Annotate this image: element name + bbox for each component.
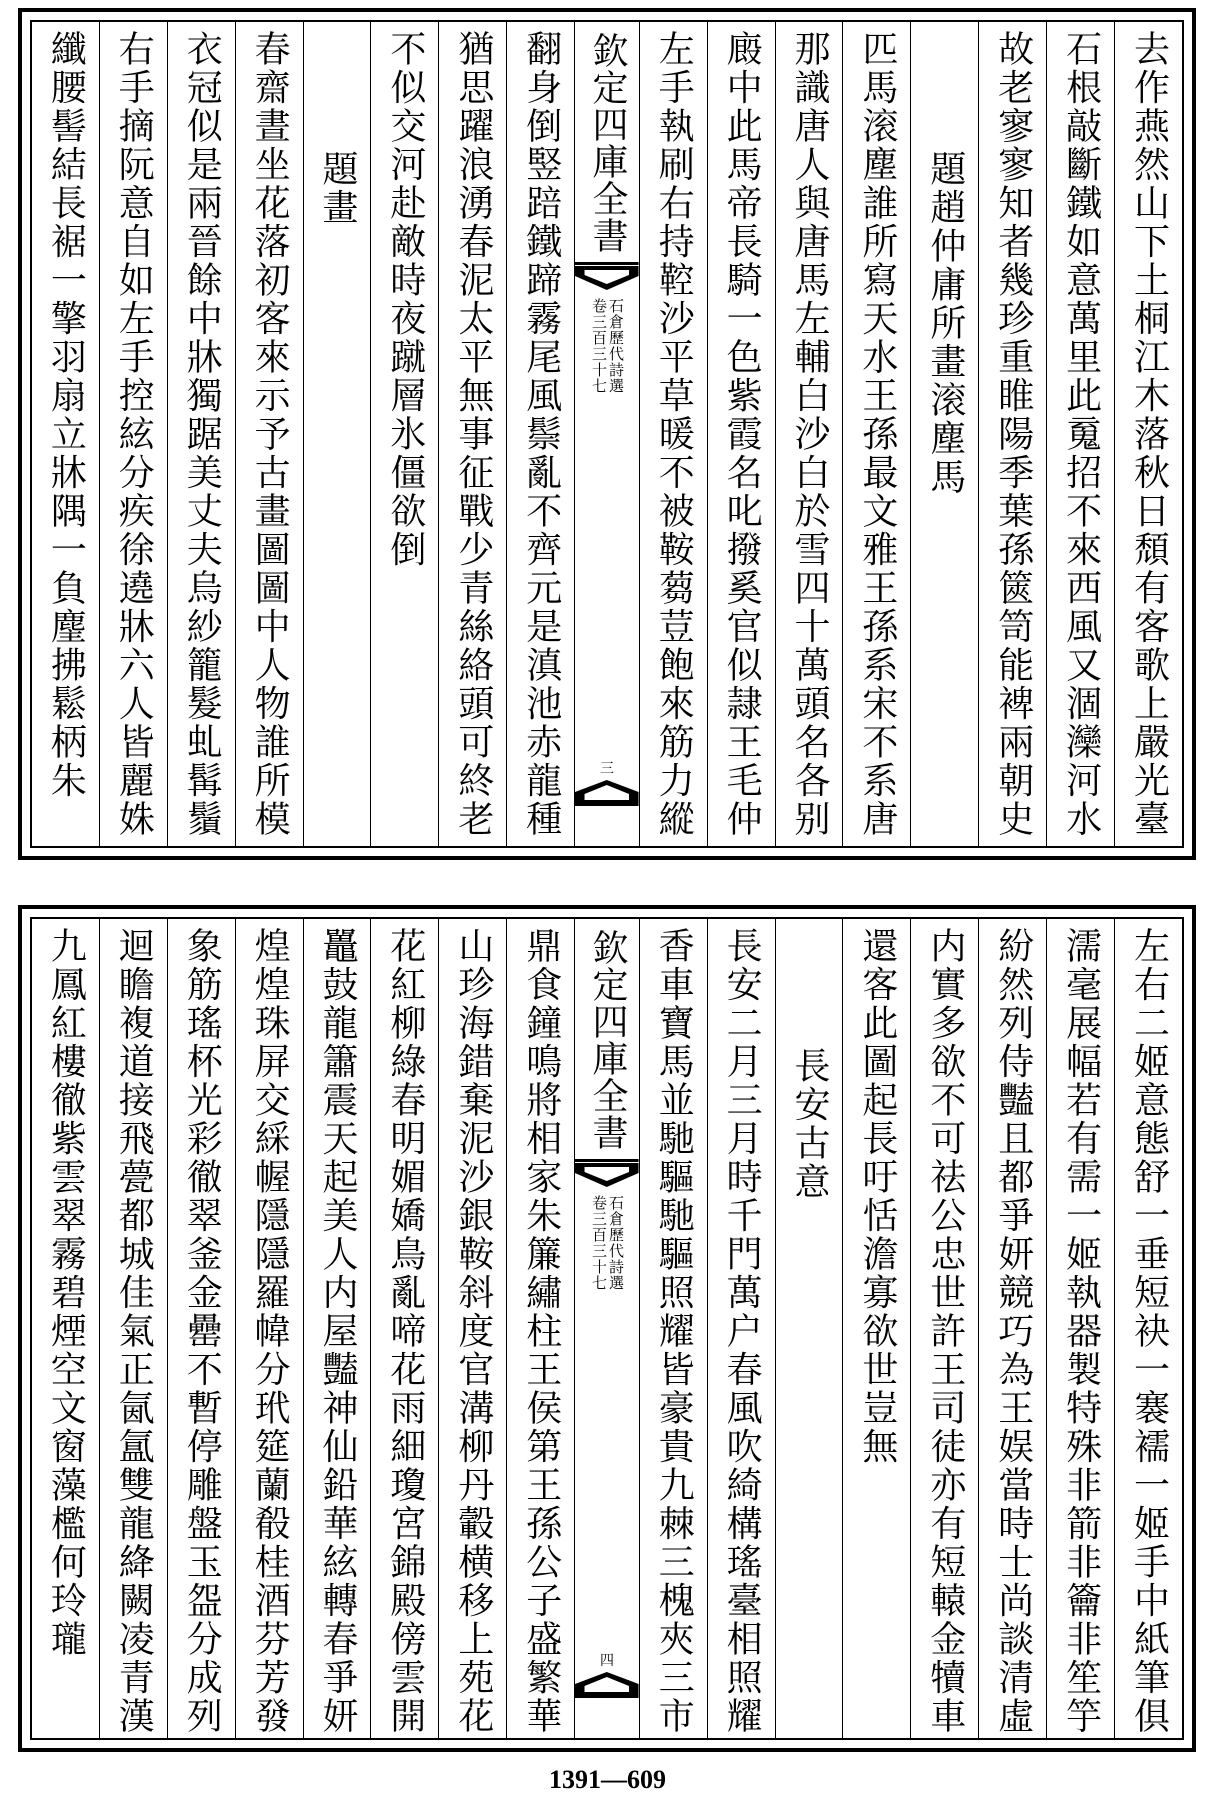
leaf-number: 三: [599, 761, 614, 777]
text-column: 鼎食鐘鳴將相家朱簾繡柱王侯第王孫公子盛繁華: [506, 919, 574, 1738]
text-column: 象筋瑤杯光彩徹翠釜金罍不暫停雕盤玉盌分成列: [167, 919, 235, 1738]
page-bottom: [18, 905, 1196, 1752]
fishtail-mark: [575, 1159, 639, 1189]
collection-name: 石倉歷代詩選: [606, 298, 625, 394]
text-column: 迴瞻複道接飛甍都城佳氣正氤氲雙龍絳闕凌青漢: [99, 919, 167, 1738]
text-column: 煌煌珠屏交綵幄隱隱羅幃分玳筵蘭殽桂酒芬芳發: [235, 919, 303, 1738]
text-column: 鼉鼓龍簫震天起美人内屋豔神仙鉛華絃轉春爭妍: [303, 919, 371, 1738]
text-column: 春齋晝坐花落初客來示予古畫圖圖中人物誰所模: [235, 22, 303, 846]
text-column: 翻身倒竪踣鐵蹄霧尾風鬃亂不齊元是滇池赤龍種: [506, 22, 574, 846]
text-column: 香車寶馬並馳驅馳驅照耀皆豪貴九棘三槐夾三市: [639, 919, 707, 1738]
text-column: 匹馬滚塵誰所寫天水王孫最文雅王孫系宋不系唐: [842, 22, 910, 846]
poem-title: 題畫: [303, 22, 371, 846]
text-column: 衣冠似是兩晉餘中牀獨踞美丈夫烏紗籠髮虬髯鬚: [167, 22, 235, 846]
text-column: 還客此圖起長吁恬澹寡欲世豈無: [842, 919, 910, 1738]
text-column: 廄中此馬帝長騎一色紫霞名叱撥奚官似隷王毛仲: [707, 22, 775, 846]
page-number: 1391—609: [549, 1765, 666, 1794]
volume-number: 卷三百三十七: [589, 1195, 608, 1291]
text-column: 濡毫展幅若有需一姬執器製特殊非箭非籥非笙竽: [1046, 919, 1114, 1738]
center-fold: [574, 22, 639, 846]
fishtail-mark: [575, 262, 639, 292]
text-column: 九鳳紅樓徹紫雲翠霧碧煙空文窗藻檻何玲瓏: [45, 927, 87, 1659]
book-title: 欽定四庫全書: [586, 32, 628, 254]
poem-title: 長安古意: [775, 919, 843, 1738]
text-column: 右手摘阮意自如左手控絃分疾徐遶牀六人皆麗姝: [99, 22, 167, 846]
volume-info: [591, 298, 623, 394]
text-column: 不似交河赴敵時夜蹴層氷僵欲倒: [370, 22, 438, 846]
book-title: 欽定四庫全書: [586, 929, 628, 1151]
text-column: 纖腰髻結長裾一擎羽扇立牀隅一負麈拂鬆柄朱: [45, 30, 87, 800]
text-column: 長安二月三月時千門萬户春風吹綺構瑤臺相照耀: [707, 919, 775, 1738]
text-frame: [30, 20, 1184, 848]
collection-name: 石倉歷代詩選: [606, 1195, 625, 1291]
leaf-number: 四: [599, 1653, 614, 1669]
text-column: 山珍海錯棄泥沙銀鞍斜度官溝柳丹轂横移上苑花: [438, 919, 506, 1738]
text-column: 猶思躍浪湧春泥太平無事征戰少青絲絡頭可終老: [438, 22, 506, 846]
text-column: 那識唐人與唐馬左輔白沙白於雪四十萬頭名各别: [775, 22, 843, 846]
text-column: 花紅柳綠春明媚嬌鳥亂啼花雨細瓊宮錦殿傍雲開: [370, 919, 438, 1738]
text-column: 石根敲斷鐵如意萬里此䰟招不來西風又涸灤河水: [1046, 22, 1114, 846]
text-column: 故老寥寥知者幾珍重睢陽季葉孫篋笥能裨兩朝史: [978, 22, 1046, 846]
text-frame: [30, 917, 1184, 1740]
fishtail-mark-bottom: [575, 1672, 639, 1698]
text-column: 去作燕然山下土桐江木落秋日頹有客歌上嚴光臺: [1114, 22, 1182, 846]
text-column: 左手執刷右持鞚沙平草暖不被鞍蒭荳飽來筋力縱: [639, 22, 707, 846]
center-fold: [574, 919, 639, 1738]
volume-number: 卷三百三十七: [589, 298, 608, 394]
page-top: [18, 8, 1196, 860]
text-column: 内實多欲不可祛公忠世許王司徒亦有短轅金犢車: [910, 919, 978, 1738]
volume-info: [591, 1195, 623, 1291]
text-column: 左右二姬意態舒一垂短袂一褰襦一姬手中紙筆俱: [1114, 919, 1182, 1738]
text-column: 紛然列侍豔且都爭妍競巧為王娱當時士尚談清虛: [978, 919, 1046, 1738]
fishtail-mark-bottom: [575, 780, 639, 806]
poem-title: 題趙仲庸所畫滚塵馬: [910, 22, 978, 846]
